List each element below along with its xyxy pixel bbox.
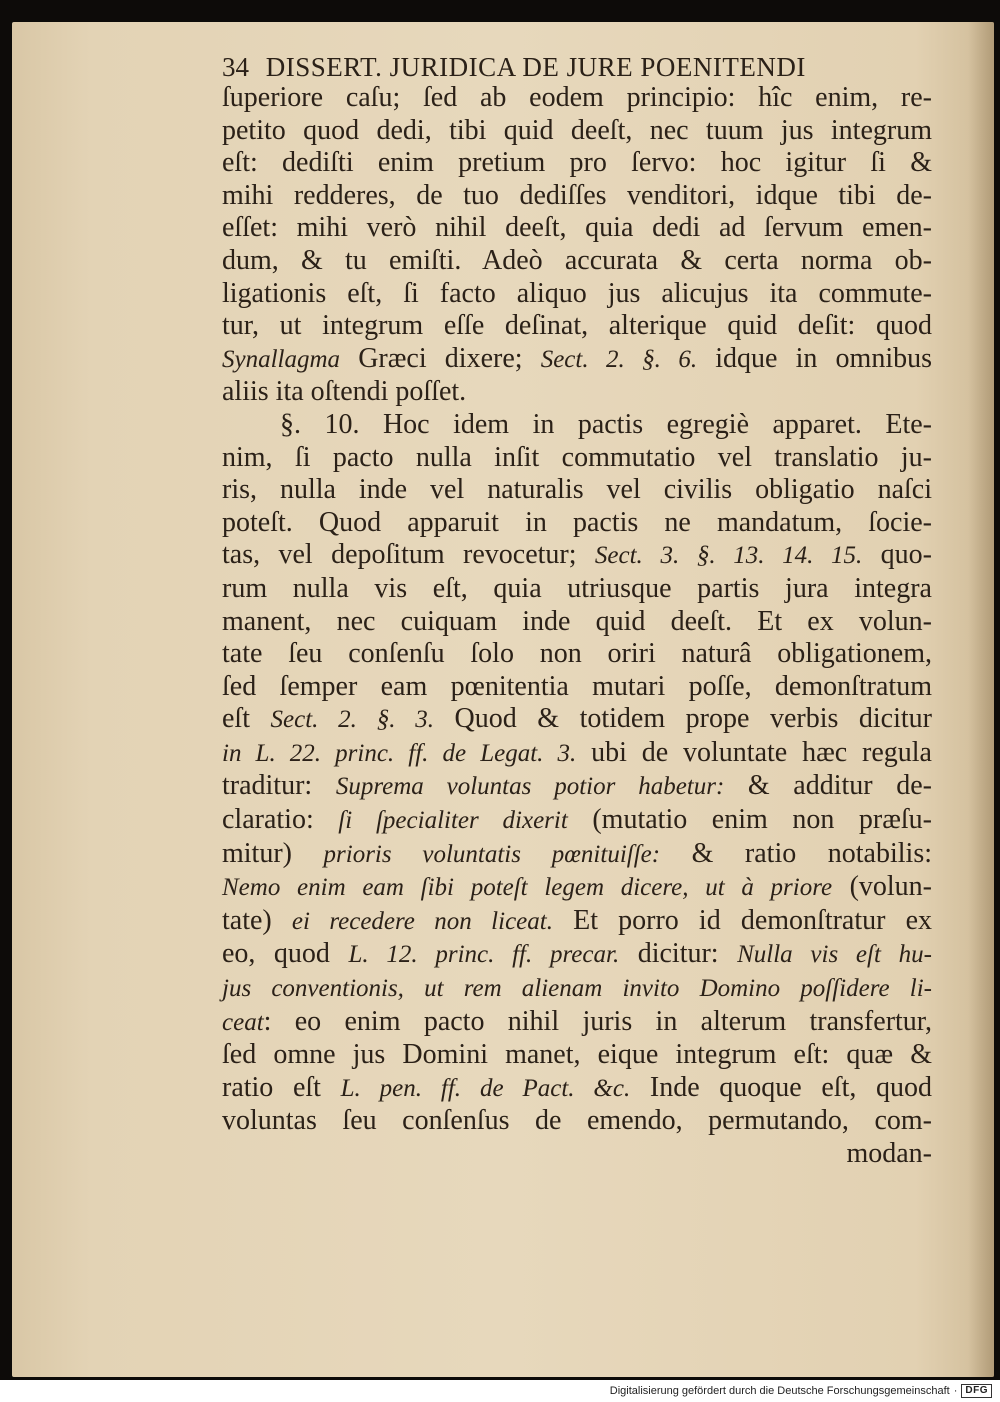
- text-line: [222, 310, 932, 343]
- text-line: [222, 573, 932, 606]
- text-run: Quod & totidem prope verbis dicitur: [434, 703, 932, 735]
- text-line: [222, 1039, 932, 1072]
- text-line: [222, 938, 932, 972]
- citation-italic: L. 12. princ. ff. precar.: [348, 941, 620, 969]
- text-line: [222, 905, 932, 939]
- text-line: [222, 442, 932, 475]
- citation-italic: Sect. 2. §. 6.: [540, 345, 698, 373]
- text-run: claratio:: [222, 804, 339, 836]
- text-line: [222, 606, 932, 639]
- text-line: [222, 671, 932, 704]
- text-line: [222, 474, 932, 507]
- text-run: quo-: [862, 539, 932, 571]
- citation-italic: Sect. 3. §. 13. 14. 15.: [594, 542, 863, 570]
- text-line: [222, 409, 932, 442]
- text-line: [222, 343, 932, 377]
- text-line: [222, 278, 932, 311]
- page-number: 34: [222, 52, 249, 82]
- text-line: [222, 376, 932, 409]
- text-line: [222, 115, 932, 148]
- body-text: [222, 82, 932, 1171]
- citation-italic: ei recedere non liceat.: [291, 907, 553, 935]
- text-run: ſed ſemper eam pœnitentia mutari poſſe, demonſtratum: [222, 670, 932, 702]
- text-run: traditur:: [222, 770, 336, 802]
- citation-italic: prioris voluntatis pœnituiſſe:: [323, 840, 661, 868]
- running-head: [222, 50, 932, 84]
- text-run: : eo enim pacto nihil juris in alterum transfertur,: [263, 1005, 932, 1037]
- text-run: dum, & tu emiſti. Adeò accurata & certa norma ob-: [222, 244, 932, 276]
- text-run: petito quod dedi, tibi quid deeſt, nec tuum jus integrum: [222, 114, 932, 146]
- text-line: [222, 147, 932, 180]
- text-run: eſt: [222, 703, 271, 735]
- text-run: Inde quoque eſt, quod: [630, 1071, 933, 1103]
- text-run: (mutatio enim non præſu-: [567, 804, 932, 836]
- running-title: DISSERT. JURIDICA DE JURE POENITENDI: [265, 52, 806, 82]
- dfg-logo: DFG: [961, 1384, 992, 1398]
- text-line: [222, 804, 932, 838]
- text-run: tate ſeu conſenſu ſolo non oriri naturâ obligationem,: [222, 638, 932, 670]
- citation-italic: in L. 22. princ. ff. de Legat. 3.: [222, 739, 577, 767]
- text-run: modan-: [846, 1138, 932, 1169]
- citation-italic: L. pen. ff. de Pact. &c.: [340, 1074, 631, 1102]
- text-line: [222, 838, 932, 872]
- credit-text: Digitalisierung gefördert durch die Deutsche Forschungsgemeinschaft: [609, 1385, 950, 1397]
- citation-italic: Suprema voluntas potior habetur:: [335, 773, 725, 801]
- text-run: mitur): [222, 837, 324, 869]
- citation-italic: Sect. 2. §. 3.: [270, 706, 434, 734]
- text-run: nim, ſi pacto nulla inſit commutatio vel translatio ju-: [222, 441, 932, 473]
- text-line: [222, 1105, 932, 1138]
- text-run: aliis ita oſtendi poſſet.: [222, 376, 467, 408]
- text-run: tur, ut integrum eſſe deſinat, alterique quid deſit: quod: [222, 310, 932, 342]
- text-run: & ratio notabilis:: [660, 837, 932, 869]
- text-line: [222, 703, 932, 737]
- text-line: [222, 245, 932, 278]
- text-run: dicitur:: [619, 938, 738, 970]
- text-line: [222, 871, 932, 905]
- text-run: poteſt. Quod apparuit in pactis ne mandatum, ſocie-: [222, 506, 932, 538]
- text-line: [222, 770, 932, 804]
- text-run: ris, nulla inde vel naturalis vel civilis obligatio naſci: [222, 474, 932, 506]
- text-line: [222, 1072, 932, 1106]
- text-run: Et porro id demonſtratur ex: [552, 904, 933, 936]
- text-run: ſed omne jus Domini manet, eique integrum eſt: quæ &: [222, 1039, 932, 1071]
- text-run: ligationis eſt, ſi facto aliquo jus alicujus ita commute-: [222, 277, 932, 309]
- text-run: tas, vel depoſitum revocetur;: [222, 539, 595, 571]
- text-run: (volun-: [832, 871, 932, 903]
- text-run: voluntas ſeu conſenſus de emendo, permutando, com-: [222, 1105, 932, 1137]
- text-run: tate): [222, 904, 292, 936]
- text-line: [222, 507, 932, 540]
- text-run: Græci dixere;: [340, 342, 541, 374]
- text-run: & additur de-: [724, 770, 932, 802]
- text-run: ubi de voluntate hæc regula: [576, 736, 932, 768]
- citation-italic: Nulla vis eſt hu-: [737, 941, 932, 969]
- citation-italic: jus conventionis, ut rem alienam invito Domino poſſidere li-: [222, 975, 932, 1003]
- text-run: ratio eſt: [222, 1071, 341, 1103]
- text-run: ſuperiore caſu; ſed ab eodem principio: hîc enim, re-: [222, 82, 932, 113]
- text-line: [222, 212, 932, 245]
- text-line: [222, 539, 932, 573]
- citation-italic: Nemo enim eam ſibi poteſt legem dicere, ut à priore: [222, 874, 833, 902]
- text-run: rum nulla vis eſt, quia utriusque partis jura integra: [222, 572, 932, 604]
- text-run: eſt: dediſti enim pretium pro ſervo: hoc igitur ſi &: [222, 147, 932, 179]
- text-line: [222, 737, 932, 771]
- citation-italic: Synallagma: [222, 345, 341, 373]
- text-run: §. 10. Hoc idem in pactis egregiè apparet. Ete-: [280, 408, 932, 440]
- text-line: [222, 638, 932, 671]
- text-run: idque in omnibus: [697, 342, 932, 374]
- citation-italic: ſi ſpecialiter dixerit: [338, 807, 568, 835]
- citation-italic: ceat: [222, 1008, 264, 1036]
- credit-bar: Digitalisierung gefördert durch die Deutsche Forschungsgemeinschaft · DFG: [0, 1380, 1000, 1402]
- text-line: [222, 1006, 932, 1040]
- text-line: [222, 972, 932, 1006]
- text-line: [222, 180, 932, 213]
- text-run: eo, quod: [222, 938, 349, 970]
- text-line: [222, 1138, 932, 1171]
- text-run: eſſet: mihi verò nihil deeſt, quia dedi ad ſervum emen-: [222, 212, 932, 244]
- text-run: mihi redderes, de tuo dediſſes venditori, idque tibi de-: [222, 179, 932, 211]
- text-line: [222, 82, 932, 115]
- text-run: manent, nec cuiquam inde quid deeſt. Et ex volun-: [222, 605, 932, 637]
